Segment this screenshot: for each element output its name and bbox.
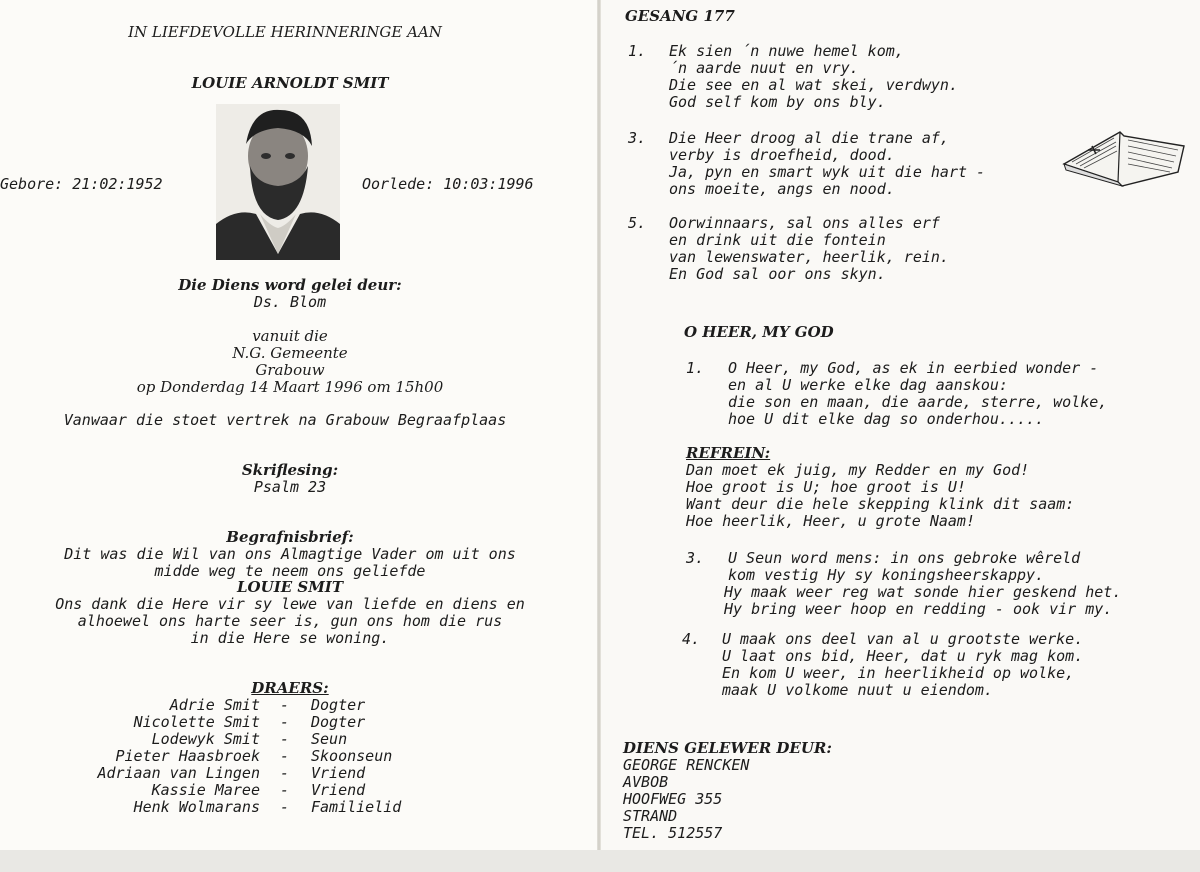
hymn-title: GESANG 177	[625, 7, 735, 25]
service-by-line: TEL. 512557	[623, 824, 723, 842]
hymn-verse-number: 1.	[628, 42, 647, 60]
song-verse-number: 4.	[682, 630, 701, 648]
bearer-relation: Dogter	[311, 713, 366, 731]
song-title: O HEER, MY GOD	[684, 323, 834, 341]
letter-line-2: midde weg te neem ons geliefde	[154, 562, 426, 580]
procession-line: Vanwaar die stoet vertrek na Grabouw Begraafplaas	[63, 411, 507, 429]
song-line: en al U werke elke dag aanskou:	[728, 376, 1008, 394]
bearer-relation: Dogter	[311, 696, 366, 714]
bearer-name: Adriaan van Lingen	[97, 764, 260, 782]
song-line: O Heer, my God, as ek in eerbied wonder -	[728, 359, 1099, 377]
song-line: U maak ons deel van al u grootste werke.	[722, 630, 1084, 648]
service-by-line: HOOFWEG 355	[623, 790, 723, 808]
hymn-line: Ja, pyn en smart wyk uit die hart -	[669, 163, 986, 181]
song-line: Hy bring weer hoop en redding - ook vir my.	[724, 600, 1113, 618]
hymn-line: ons moeite, angs en nood.	[669, 180, 895, 198]
hymn-line: Oorwinnaars, sal ons alles erf	[669, 214, 940, 232]
bearer-dash: -	[280, 730, 290, 748]
hymn-line: en drink uit die fontein	[669, 231, 886, 249]
song-line: U Seun word mens: in ons gebroke wêreld	[728, 549, 1081, 567]
song-line: En kom U weer, in heerlikheid op wolke,	[722, 664, 1075, 682]
open-bible-icon	[1058, 124, 1188, 190]
bearer-dash: -	[280, 798, 290, 816]
from-line-1: vanuit die	[252, 327, 328, 345]
hymn-line: Die Heer droog al die trane af,	[669, 129, 949, 147]
birth-date: Gebore: 21:02:1952	[0, 175, 163, 193]
from-line-2: N.G. Gemeente	[232, 344, 348, 362]
hymn-line: En God sal oor ons skyn.	[669, 265, 886, 283]
minister: Ds. Blom	[253, 293, 327, 311]
refrain-line: Hoe groot is U; hoe groot is U!	[686, 478, 966, 496]
letter-line-1: Dit was die Wil van ons Almagtige Vader om uit ons	[64, 545, 516, 563]
song-verse-number: 1.	[686, 359, 705, 377]
refrain-line: Dan moet ek juig, my Redder en my God!	[686, 461, 1030, 479]
bearer-relation: Skoonseun	[311, 747, 393, 765]
song-line: kom vestig Hy sy koningsheerskappy.	[728, 566, 1045, 584]
service-by-line: AVBOB	[623, 773, 669, 791]
refrain-title: REFREIN:	[686, 444, 771, 462]
letter-line-3: Ons dank die Here vir sy lewe van liefde en diens en	[55, 595, 525, 613]
bearer-name: Henk Wolmarans	[133, 798, 260, 816]
service-heading: Die Diens word gelei deur:	[178, 276, 402, 294]
bearer-name: Adrie Smit	[169, 696, 260, 714]
bearer-relation: Vriend	[311, 764, 366, 782]
bearer-dash: -	[280, 696, 290, 714]
service-by-line: STRAND	[623, 807, 678, 825]
service-by-line: GEORGE RENCKEN	[623, 756, 750, 774]
refrain-line: Hoe heerlik, Heer, u grote Naam!	[686, 512, 975, 530]
from-line-3: Grabouw	[255, 361, 325, 379]
hymn-line: ´n aarde nuut en vry.	[669, 59, 859, 77]
reading-heading: Skriflesing:	[241, 461, 339, 479]
bearer-dash: -	[280, 781, 290, 799]
song-verse-number: 3.	[686, 549, 705, 567]
memorial-heading: IN LIEFDEVOLLE HERINNERINGE AAN	[128, 23, 442, 41]
song-line: U laat ons bid, Heer, dat u ryk mag kom.	[722, 647, 1084, 665]
bearer-dash: -	[280, 713, 290, 731]
letter-name: LOUIE SMIT	[237, 578, 343, 596]
hymn-line: Die see en al wat skei, verdwyn.	[669, 76, 958, 94]
hymn-line: God self kom by ons bly.	[669, 93, 886, 111]
from-line-4: op Donderdag 14 Maart 1996 om 15h00	[136, 378, 444, 396]
hymn-line: Ek sien ´n nuwe hemel kom,	[669, 42, 904, 60]
letter-heading: Begrafnisbrief:	[226, 528, 354, 546]
letter-line-5: in die Here se woning.	[190, 629, 390, 647]
letter-line-4: alhoewel ons harte seer is, gun ons hom die rus	[77, 612, 503, 630]
bearer-relation: Seun	[311, 730, 348, 748]
bearer-relation: Familielid	[311, 798, 402, 816]
refrain-line: Want deur die hele skepping klink dit saam:	[686, 495, 1075, 513]
hymn-verse-number: 5.	[628, 214, 647, 232]
service-by-heading: DIENS GELEWER DEUR:	[623, 739, 832, 757]
song-line: Hy maak weer reg wat sonde hier geskend het.	[724, 583, 1122, 601]
portrait-photo	[216, 104, 340, 260]
song-line: maak U volkome nuut u eiendom.	[722, 681, 993, 699]
bearer-relation: Vriend	[311, 781, 366, 799]
bearer-name: Kassie Maree	[151, 781, 260, 799]
hymn-line: van lewenswater, heerlik, rein.	[669, 248, 949, 266]
hymn-line: verby is droefheid, dood.	[669, 146, 895, 164]
bearer-name: Nicolette Smit	[133, 713, 260, 731]
scan-edge	[0, 850, 1200, 872]
bearer-name: Lodewyk Smit	[151, 730, 260, 748]
hymn-verse-number: 3.	[628, 129, 647, 147]
bearer-dash: -	[280, 747, 290, 765]
bearer-dash: -	[280, 764, 290, 782]
song-line: die son en maan, die aarde, sterre, wolke,	[728, 393, 1108, 411]
page-fold	[597, 0, 601, 850]
deceased-name: LOUIE ARNOLDT SMIT	[191, 74, 389, 92]
song-line: hoe U dit elke dag so onderhou.....	[728, 410, 1045, 428]
bearer-name: Pieter Haasbroek	[115, 747, 260, 765]
reading: Psalm 23	[253, 478, 327, 496]
bearers-heading: DRAERS:	[251, 679, 329, 697]
death-date: Oorlede: 10:03:1996	[362, 175, 534, 193]
